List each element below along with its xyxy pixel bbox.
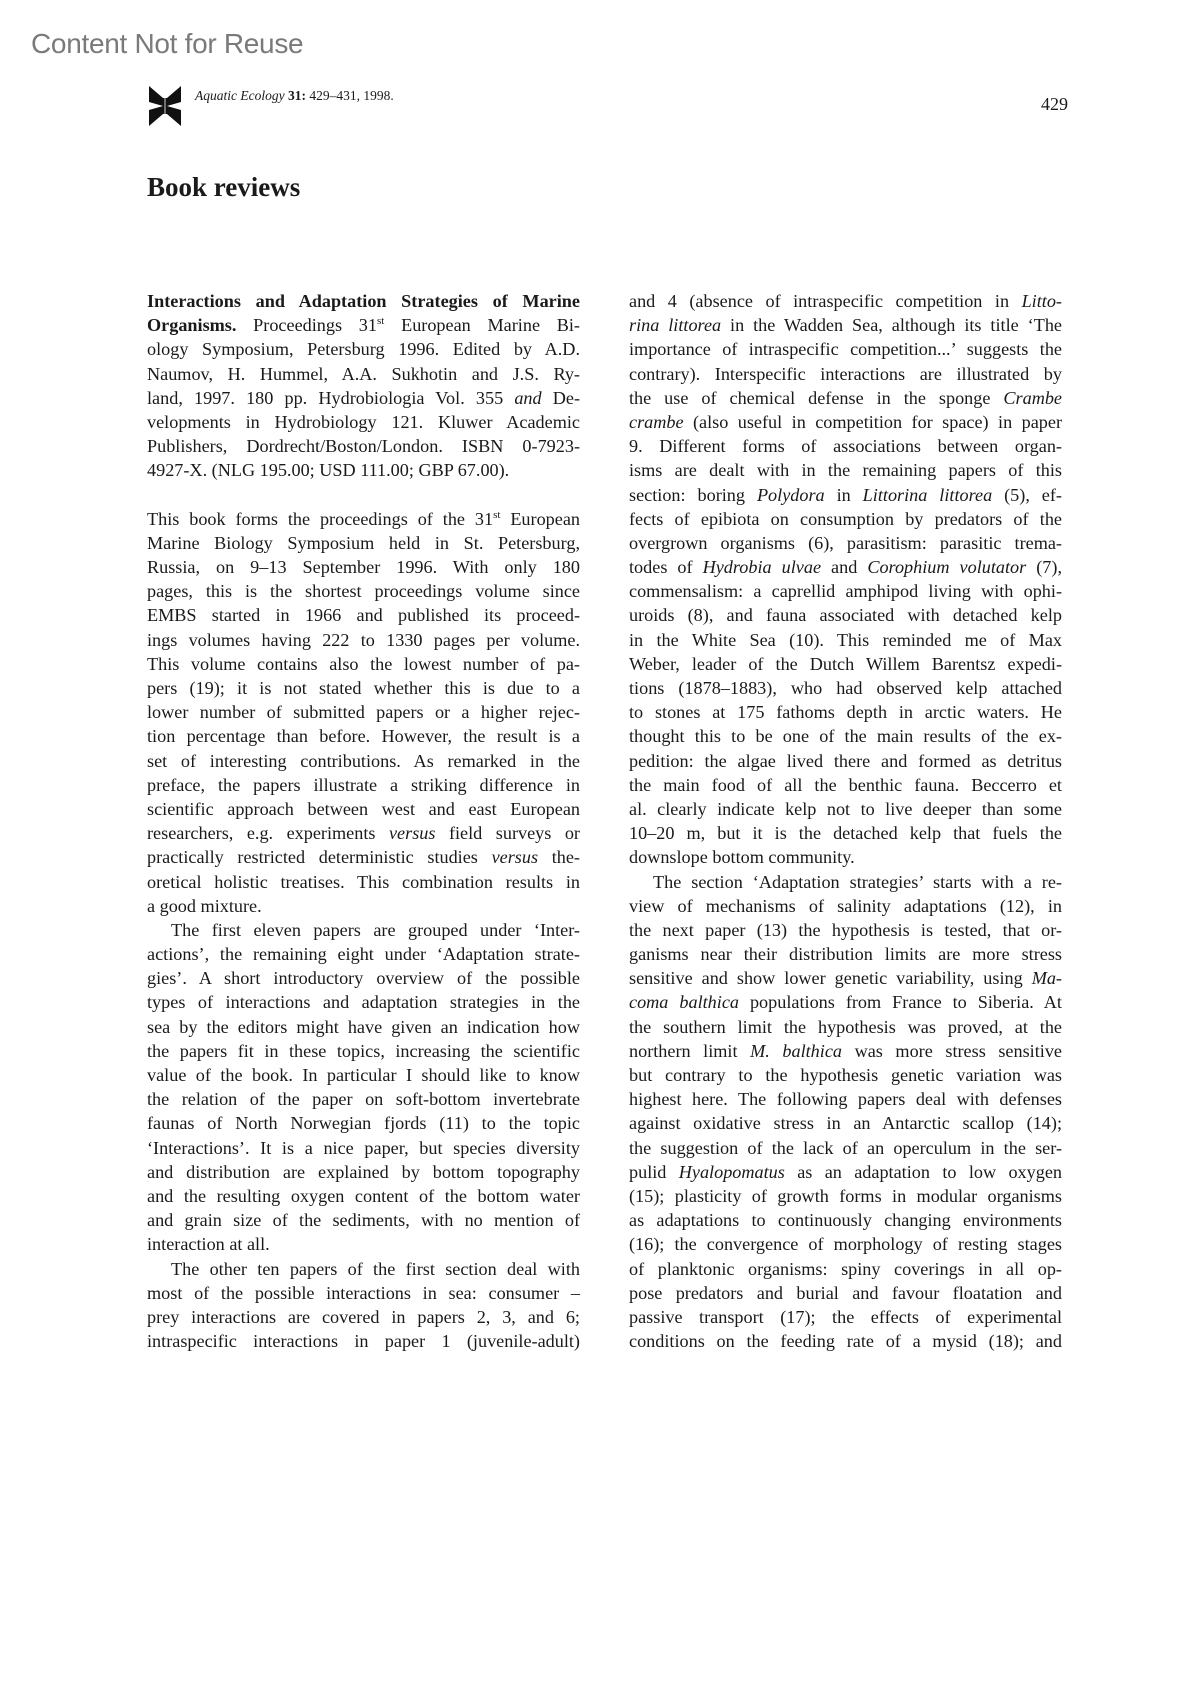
text-segment: pulid <box>629 1161 679 1182</box>
text-line <box>147 749 580 773</box>
text-segment: overgrown organisms (6), parasitism: parasitic trema- <box>629 532 1062 553</box>
text-line <box>147 1136 580 1160</box>
text-line <box>629 555 1062 579</box>
text-segment: the main food of all the benthic fauna. Beccerro et <box>629 774 1062 795</box>
text-line <box>629 1160 1062 1184</box>
text-line <box>147 362 580 386</box>
text-line <box>147 724 580 748</box>
text-line <box>147 821 580 845</box>
journal-citation <box>195 88 394 104</box>
text-segment: in <box>824 484 863 505</box>
text-line <box>629 410 1062 434</box>
italic-text: coma balthica <box>629 992 739 1013</box>
italic-text: versus <box>388 823 436 844</box>
text-line <box>629 1184 1062 1208</box>
text-segment: in the Wadden Sea, although its title ‘The <box>721 315 1062 336</box>
italic-text: Crambe <box>1003 387 1062 408</box>
text-line <box>147 797 580 821</box>
text-line <box>629 1039 1062 1063</box>
text-segment: European Marine Bi- <box>384 315 580 336</box>
text-line <box>629 1208 1062 1232</box>
text-line <box>147 1184 580 1208</box>
text-line <box>147 579 580 603</box>
text-line <box>147 1087 580 1111</box>
text-segment: pose predators and burial and favour floatation and <box>629 1282 1062 1303</box>
text-segment: ‘Interactions’. It is a nice paper, but species diversity <box>147 1137 580 1158</box>
text-line <box>147 1015 580 1039</box>
text-line <box>629 1136 1062 1160</box>
text-line <box>147 942 580 966</box>
text-segment: uroids (8), and fauna associated with detached kelp <box>629 605 1062 626</box>
text-line <box>147 434 580 458</box>
text-segment: 10–20 m, but it is the detached kelp that fuels the <box>629 823 1062 844</box>
text-segment: value of the book. In particular I should like to know <box>147 1065 580 1085</box>
text-segment: Publishers, Dordrecht/Boston/London. ISBN 0-7923- <box>147 436 580 457</box>
text-segment: land, 1997. 180 pp. Hydrobiologia Vol. 355 <box>147 387 515 408</box>
text-line <box>629 1281 1062 1305</box>
watermark-text: Content Not for Reuse <box>31 28 304 59</box>
text-segment: set of interesting contributions. As remarked in the <box>147 750 580 771</box>
text-segment: the- <box>538 847 580 868</box>
text-segment: The section ‘Adaptation strategies’ starts with a re- <box>653 871 1062 892</box>
text-segment: highest here. The following papers deal with defenses <box>629 1089 1062 1110</box>
text-segment: the papers fit in these topics, increasing the scientific <box>147 1040 580 1061</box>
text-line <box>147 870 580 894</box>
text-line <box>629 821 1062 845</box>
text-line <box>629 337 1062 361</box>
text-line <box>147 1160 580 1184</box>
text-segment: against oxidative stress in an Antarctic scallop (14); <box>629 1113 1062 1134</box>
text-segment: EMBS started in 1966 and published its proceed- <box>147 605 580 626</box>
text-segment: isms are dealt with in the remaining papers of this <box>629 460 1062 481</box>
text-line <box>629 1015 1062 1039</box>
text-line <box>147 1039 580 1063</box>
text-segment: the southern limit the hypothesis was proved, at the <box>629 1016 1062 1037</box>
text-segment: scientific approach between west and east European <box>147 798 580 819</box>
text-line <box>147 918 580 942</box>
text-segment: but contrary to the hypothesis genetic variation was <box>629 1065 1062 1085</box>
text-line <box>147 1232 580 1256</box>
text-segment: and distribution are explained by bottom topography <box>147 1161 580 1182</box>
text-line <box>629 894 1062 918</box>
superscript: st <box>493 508 501 521</box>
text-line <box>147 289 580 313</box>
text-segment: (15); plasticity of growth forms in modular organisms <box>629 1185 1062 1206</box>
text-segment: most of the possible interactions in sea: consumer – <box>147 1282 580 1303</box>
text-line <box>629 990 1062 1014</box>
page-number: 429 <box>1041 94 1068 114</box>
text-line <box>629 1232 1062 1256</box>
text-segment: view of mechanisms of salinity adaptations (12), in <box>629 895 1062 916</box>
text-segment: faunas of North Norwegian fjords (11) to the topic <box>147 1113 580 1134</box>
bold-text: Interactions and Adaptation Strategies of Marine <box>147 291 580 311</box>
right-column <box>629 289 1062 1353</box>
text-segment: conditions on the feeding rate of a mysid (18); and <box>629 1331 1062 1352</box>
text-segment: contrary). Interspecific interactions are illustrated by <box>629 363 1062 384</box>
text-segment: section: boring <box>629 484 757 505</box>
italic-text: M. balthica <box>750 1040 842 1061</box>
text-line <box>147 845 580 869</box>
text-line <box>629 676 1062 700</box>
journal-volume: 31: <box>287 88 306 103</box>
text-segment: was more stress sensitive <box>842 1040 1062 1061</box>
text-line <box>147 966 580 990</box>
text-segment: 4927-X. (NLG 195.00; USD 111.00; GBP 67.00). <box>147 460 510 481</box>
text-segment: thought this to be one of the main results of the ex- <box>629 726 1062 747</box>
italic-text: Corophium volutator <box>867 557 1027 578</box>
text-line <box>147 1063 580 1087</box>
text-segment: This volume contains also the lowest number of pa- <box>147 653 580 674</box>
text-segment: as an adaptation to low oxygen <box>784 1161 1062 1182</box>
text-line <box>629 942 1062 966</box>
text-line <box>147 1305 580 1329</box>
text-segment: importance of intraspecific competition...’ suggests the <box>629 339 1062 360</box>
text-line <box>629 313 1062 337</box>
italic-text: Polydora <box>756 484 825 505</box>
text-segment: field surveys or <box>435 823 580 844</box>
italic-text: Hyalopomatus <box>678 1161 785 1182</box>
text-segment: fects of epibiota on consumption by predators of the <box>629 508 1062 529</box>
text-segment: sensitive and show lower genetic variability, using <box>629 968 1032 989</box>
text-segment: the use of chemical defense in the sponge <box>629 387 1004 408</box>
text-segment: al. clearly indicate kelp not to live deeper than some <box>629 798 1062 819</box>
text-line <box>147 410 580 434</box>
text-segment: Naumov, H. Hummel, A.A. Sukhotin and J.S. Ry- <box>147 363 580 384</box>
text-segment: 9. Different forms of associations between organ- <box>629 436 1062 457</box>
text-line <box>629 1111 1062 1135</box>
text-line <box>629 700 1062 724</box>
text-segment: preface, the papers illustrate a striking difference in <box>147 774 580 795</box>
text-line <box>147 603 580 627</box>
text-line <box>629 628 1062 652</box>
text-segment: tion percentage than before. However, the result is a <box>147 726 580 747</box>
text-segment: actions’, the remaining eight under ‘Adaptation strate- <box>147 944 580 965</box>
text-segment: types of interactions and adaptation strategies in the <box>147 992 580 1013</box>
text-segment: interaction at all. <box>147 1234 270 1255</box>
text-segment: of planktonic organisms: spiny coverings in all op- <box>629 1258 1062 1279</box>
text-line <box>629 531 1062 555</box>
text-segment: (16); the convergence of morphology of resting stages <box>629 1234 1062 1255</box>
text-segment: pages, this is the shortest proceedings volume since <box>147 581 580 602</box>
text-line <box>147 1281 580 1305</box>
text-line <box>629 724 1062 748</box>
paragraph-gap <box>147 483 580 507</box>
text-line <box>147 555 580 579</box>
text-line <box>629 458 1062 482</box>
text-segment: Marine Biology Symposium held in St. Petersburg, <box>147 532 580 553</box>
text-segment: (also useful in competition for space) in paper <box>683 411 1062 432</box>
text-line <box>147 628 580 652</box>
text-segment: to stones at 175 fathoms depth in arctic waters. He <box>629 702 1062 723</box>
text-segment: lower number of submitted papers or a higher rejec- <box>147 702 580 723</box>
text-segment: commensalism: a caprellid amphipod living with ophi- <box>629 581 1062 602</box>
italic-text: Littorina littorea <box>862 484 993 505</box>
text-line <box>147 1329 580 1353</box>
text-segment: (5), ef- <box>992 484 1062 505</box>
text-line <box>147 1208 580 1232</box>
journal-pages-year: 429–431, 1998. <box>309 88 394 103</box>
text-segment: researchers, e.g. experiments <box>147 823 389 844</box>
italic-text: Litto- <box>1021 291 1062 311</box>
italic-text: crambe <box>629 411 684 432</box>
text-line <box>629 579 1062 603</box>
text-segment: Russia, on 9–13 September 1996. With only 180 <box>147 557 580 578</box>
text-line <box>629 652 1062 676</box>
text-segment: the suggestion of the lack of an operculum in the ser- <box>629 1137 1062 1158</box>
text-segment: in the White Sea (10). This reminded me of Max <box>629 629 1062 650</box>
text-line <box>629 362 1062 386</box>
text-segment: a good mixture. <box>147 895 262 916</box>
text-segment: Proceedings 31 <box>236 315 377 336</box>
italic-text: Ma- <box>1031 968 1062 989</box>
text-segment: tions (1878–1883), who had observed kelp attached <box>629 678 1062 698</box>
text-line <box>147 700 580 724</box>
superscript: st <box>377 315 385 328</box>
text-line <box>629 845 1062 869</box>
text-segment: sea by the editors might have given an indication how <box>147 1016 580 1037</box>
text-segment: ings volumes having 222 to 1330 pages per volume. <box>147 629 580 650</box>
text-line <box>629 603 1062 627</box>
text-line <box>629 966 1062 990</box>
text-segment: Weber, leader of the Dutch Willem Barentsz expedi- <box>629 653 1062 674</box>
text-line <box>147 894 580 918</box>
journal-name: Aquatic Ecology <box>195 88 285 103</box>
text-segment: De- <box>541 387 580 408</box>
text-line <box>629 1305 1062 1329</box>
text-segment: (7), <box>1026 557 1062 578</box>
text-line <box>147 773 580 797</box>
text-line <box>629 1257 1062 1281</box>
text-segment: pedition: the algae lived there and formed as detritus <box>629 750 1062 771</box>
bold-text: Organisms. <box>147 315 237 336</box>
text-line <box>629 386 1062 410</box>
text-segment: and 4 (absence of intraspecific competition in <box>629 291 1022 311</box>
text-line <box>629 434 1062 458</box>
italic-text: versus <box>491 847 539 868</box>
text-segment: ganisms near their distribution limits are more stress <box>629 944 1062 965</box>
text-segment: velopments in Hydrobiology 121. Kluwer Academic <box>147 411 580 432</box>
text-line <box>629 797 1062 821</box>
text-segment: the next paper (13) the hypothesis is tested, that or- <box>629 919 1062 940</box>
italic-text: and <box>514 387 542 408</box>
text-segment: northern limit <box>629 1040 751 1061</box>
text-segment: pers (19); it is not stated whether this is due to a <box>147 678 580 698</box>
text-segment: ology Symposium, Petersburg 1996. Edited by A.D. <box>147 339 580 360</box>
italic-text: Hydrobia ulvae <box>702 557 822 578</box>
text-line <box>629 1329 1062 1353</box>
section-title: Book reviews <box>147 172 301 202</box>
text-line <box>629 289 1062 313</box>
text-line <box>147 386 580 410</box>
text-line <box>147 531 580 555</box>
text-line <box>147 1257 580 1281</box>
text-segment: populations from France to Siberia. At <box>738 992 1062 1013</box>
text-line <box>147 652 580 676</box>
italic-text: rina littorea <box>629 315 722 336</box>
text-line <box>147 313 580 337</box>
text-segment: and the resulting oxygen content of the bottom water <box>147 1185 580 1206</box>
text-segment: intraspecific interactions in paper 1 (juvenile-adult) <box>147 1331 580 1352</box>
text-line <box>629 483 1062 507</box>
left-column <box>147 289 580 1353</box>
text-segment: as adaptations to continuously changing environments <box>629 1210 1062 1231</box>
text-line <box>629 749 1062 773</box>
text-segment: practically restricted deterministic studies <box>147 847 492 868</box>
text-segment: and <box>821 557 868 578</box>
text-line <box>629 870 1062 894</box>
text-segment: prey interactions are covered in papers 2, 3, and 6; <box>147 1306 580 1327</box>
text-line <box>629 1087 1062 1111</box>
text-line <box>147 507 580 531</box>
text-segment: gies’. A short introductory overview of the possible <box>147 968 580 989</box>
text-segment: the relation of the paper on soft-bottom invertebrate <box>147 1089 580 1110</box>
text-line <box>629 918 1062 942</box>
text-segment: downslope bottom community. <box>629 847 855 868</box>
text-line <box>147 337 580 361</box>
text-segment: The first eleven papers are grouped under ‘Inter- <box>171 919 580 940</box>
text-line <box>147 1111 580 1135</box>
text-segment: and grain size of the sediments, with no mention of <box>147 1210 580 1231</box>
text-line <box>147 458 580 482</box>
text-line <box>629 507 1062 531</box>
text-line <box>147 676 580 700</box>
text-segment: European <box>500 508 581 529</box>
text-segment: oretical holistic treatises. This combination results in <box>147 871 580 892</box>
text-segment: The other ten papers of the first section deal with <box>171 1258 580 1279</box>
text-segment: todes of <box>629 557 703 578</box>
publisher-logo-icon <box>147 84 183 128</box>
text-line <box>147 990 580 1014</box>
text-segment: This book forms the proceedings of the 31 <box>147 508 494 529</box>
text-line <box>629 773 1062 797</box>
text-line <box>629 1063 1062 1087</box>
text-segment: passive transport (17); the effects of experimental <box>629 1306 1062 1327</box>
